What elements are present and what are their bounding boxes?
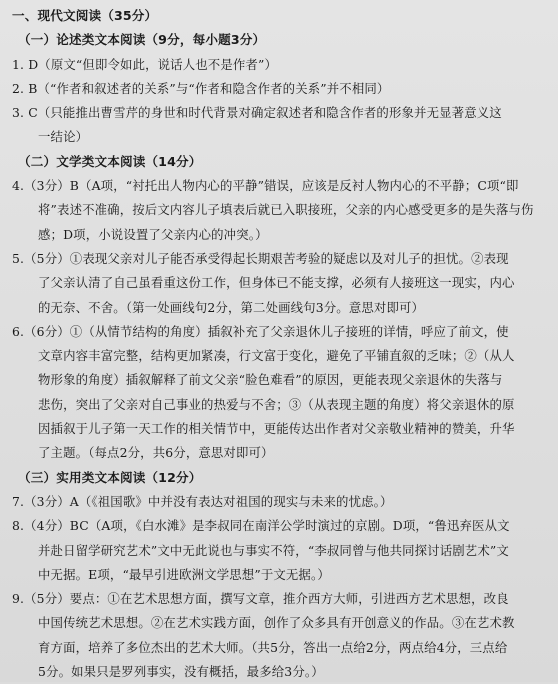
answer-8-continued-1: 并赴日留学研究艺术”文中无此说也与事实不符，“李叔同曾与他共同探讨话剧艺术”文 (38, 542, 509, 558)
answer-7: 7.（3分）A（《祖国歌》中并没有表达对祖国的现实与未来的忧虑。） (12, 493, 393, 509)
answer-5: 5.（5分）①表现父亲对儿子能否承受得起长期艰苦考验的疑虑以及对儿子的担忧。②表现 (12, 250, 509, 266)
answer-9-continued-3: 5分。如果只是罗列事实，没有概括，最多给3分。） (38, 664, 324, 680)
answer-6: 6.（6分）①（从情节结构的角度）插叙补充了父亲退休儿子接班的详情，呼应了前文，使 (12, 323, 509, 339)
answer-3-continued: 一结论） (38, 129, 89, 145)
answer-4: 4.（3分）B（A项，“衬托出人物内心的平静”错误，应该是反衬人物内心的不平静；C项“即 (12, 178, 519, 194)
answer-8-continued-2: 中无据。E项，“最早引进欧洲文学思想”于文无据。） (38, 566, 330, 582)
subsection-heading-practical: （三）实用类文本阅读（12分） (18, 469, 202, 485)
answer-9-continued-2: 育方面，培养了多位杰出的艺术大师。（共5分，答出一点给2分，两点给4分，三点给 (38, 639, 508, 655)
section-heading-modern-reading: 一、现代文阅读（35分） (12, 8, 158, 23)
answer-3: 3. C（只能推出曹雪芹的身世和时代背景对确定叙述者和隐含作者的形象并无显著意义这 (12, 105, 502, 121)
answer-5-continued-2: 的无奈、不舍。（第一处画线句2分，第二处画线句3分。意思对即可） (38, 299, 425, 315)
answer-4-continued-2: 感；D项，小说设置了父亲内心的冲突。） (38, 226, 268, 242)
answer-6-continued-3: 悲伤，突出了父亲对自己事业的热爱与不舍；③（从表现主题的角度）将父亲退休的原 (38, 396, 515, 412)
answer-4-continued-1: 将”表述不准确，按后文内容儿子填表后就已入职接班，父亲的内心感受更多的是失落与伤 (38, 202, 534, 218)
answer-6-continued-1: 文章内容丰富完整，结构更加紧凑，行文富于变化，避免了平铺直叙的乏味；②（从人 (38, 348, 515, 364)
answer-1: 1. D（原文“但即令如此，说话人也不是作者”） (12, 56, 277, 72)
answer-2: 2. B（“作者和叙述者的关系”与“作者和隐含作者的关系”并不相同） (12, 80, 390, 96)
answer-6-continued-2: 物形象的角度）插叙解释了前文父亲“脸色难看”的原因，更能表现父亲退休的失落与 (38, 372, 503, 388)
answer-5-continued-1: 了父亲认清了自己虽看重这份工作，但身体已不能支撑，必须有人接班这一现实，内心 (38, 275, 515, 291)
subsection-heading-literary: （二）文学类文本阅读（14分） (18, 153, 202, 169)
answer-9: 9.（5分）要点：①在艺术思想方面，撰写文章，推介西方大师，引进西方艺术思想，改良 (12, 591, 509, 607)
answer-6-continued-4: 因插叙于儿子第一天工作的相关情节中，更能传达出作者对父亲敬业精神的赞美，升华 (38, 421, 515, 437)
answer-6-continued-5: 了主题。（每点2分，共6分，意思对即可） (38, 445, 274, 461)
answer-8: 8.（4分）BC（A项，《白水滩》是李叔同在南洋公学时演过的京剧。D项，“鲁迅弃医从文 (12, 518, 510, 534)
subsection-heading-argumentative: （一）论述类文本阅读（9分，每小题3分） (18, 32, 266, 48)
answer-9-continued-1: 中国传统艺术思想。②在艺术实践方面，创作了众多具有开创意义的作品。③在艺术教 (38, 615, 515, 631)
